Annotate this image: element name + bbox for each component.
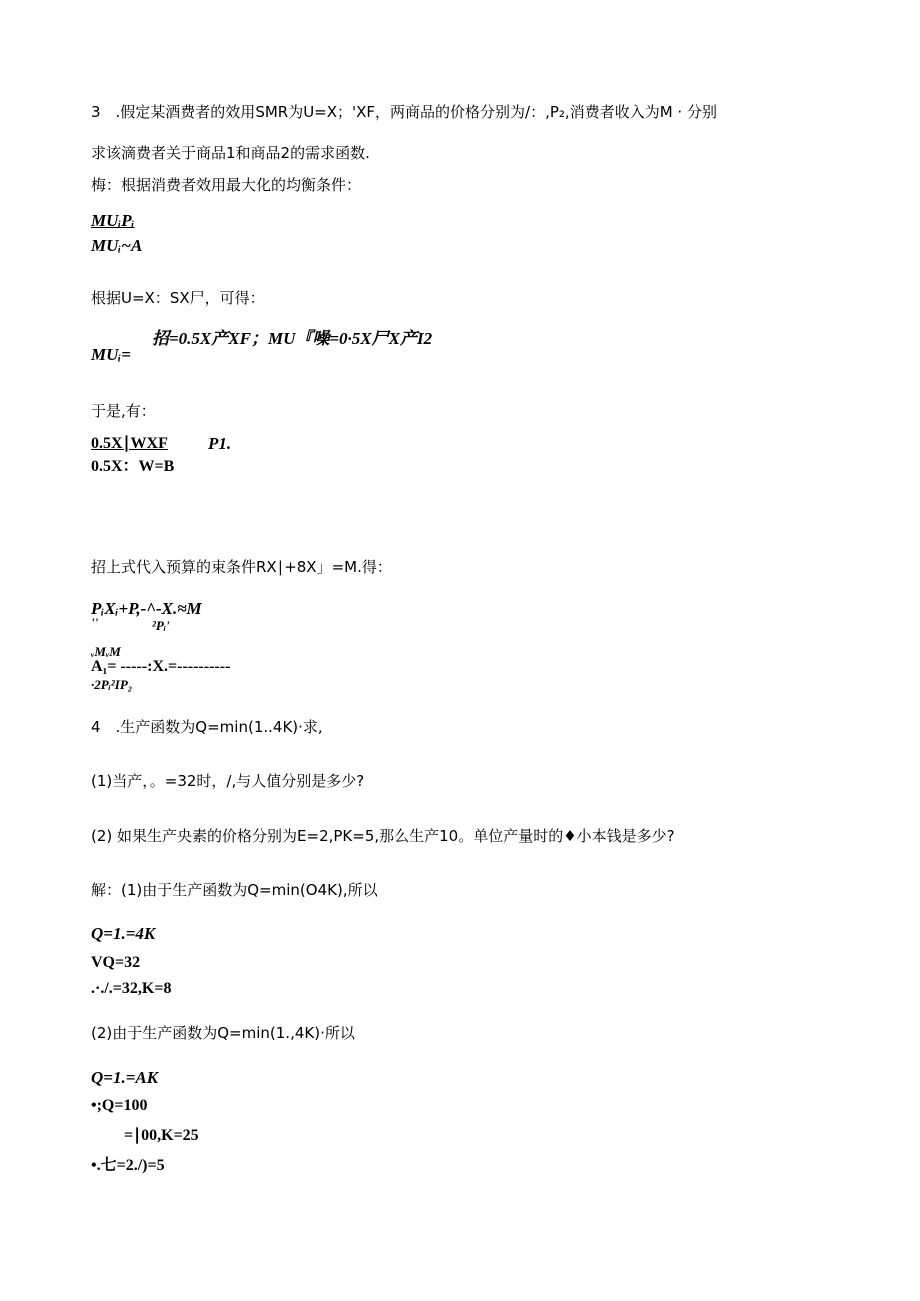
q3-ratio-numerator: 0.5X∣WXF [91, 435, 168, 452]
q3-budget-equation: PᵢXᵢ+P,-^-X.≈M [91, 599, 202, 618]
q3-ratio-denominator: 0.5X：W=B [91, 458, 175, 475]
q4-solution-part2-intro: (2)由于生产函数为Q=min(1.,4K)·所以 [91, 1024, 355, 1042]
q3-statement-line2: 求该滴费者关于商品1和商品2的需求函数. [91, 144, 370, 162]
q3-equation-mu-numerator: MUᵢPᵢ [91, 211, 135, 230]
q3-thus-text: 于是,有： [91, 402, 156, 420]
q3-demand-functions: A₁= -----:X.=---------- [91, 658, 231, 675]
q3-answer-intro: 梅：根据消费者效用最大化的均衡条件： [91, 176, 362, 194]
q3-equation-mu-denominator: MUᵢ~A [91, 236, 143, 255]
q4-equation-q1: Q=1.=4K [91, 924, 156, 943]
q4-statement: 4 .生产函数为Q=min(1..4K)·求, [91, 718, 323, 736]
q3-statement-line1: 3 .假定某酒费者的效用SMR为U=X；'XF，两商品的价格分别为/：,P₂,消费者收入为M · 分别 [91, 103, 717, 121]
q4-equation-q2: VQ=32 [91, 954, 141, 971]
q3-budget-equation-marks: '' [91, 615, 99, 630]
q4-equation-q6: =∣00,K=25 [124, 1127, 199, 1144]
q3-utility-derivation-text: 根据U=X：SX尸，可得： [91, 289, 265, 307]
q3-demand-numerators: ᵥMᵥM [91, 644, 121, 659]
q3-marginal-utility-equation: 招=0.5X产XF；MU『噪=0·5X尸X产I2 [152, 329, 433, 348]
q4-equation-q3: .·./.=32,K=8 [91, 980, 172, 997]
q4-part2: (2) 如果生产央素的价格分别为E=2,PK=5,那么生产10。单位产量时的♦小本钱是多少? [91, 827, 675, 845]
q4-equation-q7: •.七=2./)=5 [91, 1157, 165, 1174]
q3-demand-denominators: ·2Pᵢ²IP₂ [91, 677, 133, 692]
q3-budget-equation-sub: ²Pᵢ' [152, 618, 170, 633]
q4-part1: (1)当产，。=32时，/,与人值分别是多少? [91, 772, 365, 790]
q4-equation-q4: Q=1.=AK [91, 1068, 159, 1087]
q3-ratio-price: P1. [208, 434, 232, 453]
q4-solution-part1-intro: 解：(1)由于生产函数为Q=min(O4K),所以 [91, 881, 378, 899]
q3-mu1-label: MUᵢ= [91, 345, 131, 364]
q4-equation-q5: •;Q=100 [91, 1097, 148, 1114]
q3-budget-constraint-text: 招上式代入预算的束条件RX∣+8X」=M.得： [91, 558, 392, 576]
